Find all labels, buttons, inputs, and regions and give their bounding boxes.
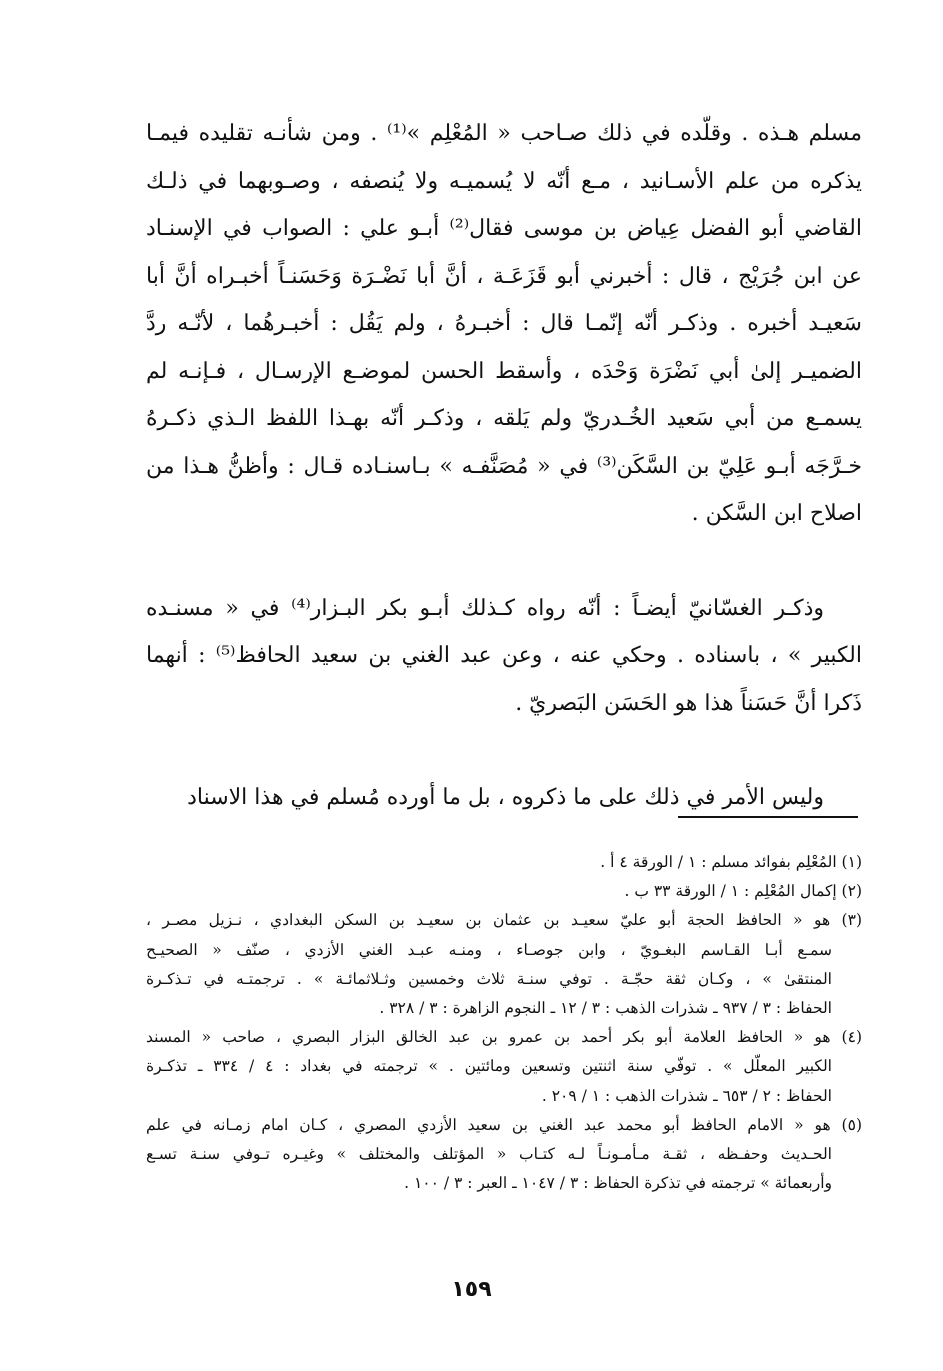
- paragraph-gap: [146, 538, 862, 585]
- footnote-line: (٢) إكمال المُعْلِم : ١ / الورقة ٣٣ ب .: [624, 882, 862, 901]
- paragraph-1: [146, 110, 862, 538]
- text-line: يسمـع من أبي سَعيد الخُـدريّ ولم يَلقه ، وذكـر أنّه بهـذا اللفظ الـذي ذكـرهُ: [146, 406, 862, 431]
- footnote-line: وأربعمائة » ترجمته في تذكرة الحفاظ : ٣ / ١٠٤٧ ـ العبر : ٣ / ١٠٠ .: [404, 1174, 832, 1193]
- footnote-5: [146, 1111, 862, 1199]
- footnote-1: [146, 848, 862, 877]
- paragraph-3: [146, 774, 862, 822]
- footnote-3: [146, 906, 862, 1023]
- footnote-line: الحفاظ : ٢ / ٦٥٣ ـ شذرات الذهب : ١ / ٢٠٩ .: [541, 1086, 832, 1105]
- text-line: وليس الأمر في ذلك على ما ذكروه ، بل ما أورده مُسلم في هذا الاسناد: [187, 785, 824, 810]
- footnote-divider: [678, 816, 858, 818]
- text-line: مسلم هـذه . وقلّده في ذلك صـاحب « المُعْلِم »⁽¹⁾ . ومن شأنـه تقليده فيمـا: [146, 121, 862, 146]
- text-line: خـرَّجَه أبـو عَلِيّ بن السَّكَن⁽³⁾ في « مُصَنَّفـه » بـاسنـاده قـال : وأظنُّ هـذا من: [146, 453, 862, 479]
- footnote-line: الكبير المعلّل » . توفّي سنة اثنتين وتسعين ومائتين . » ترجمته في بغداد : ٤ / ٣٣٤ ـ تذكـرة: [146, 1057, 832, 1076]
- page-number: ١٥٩: [451, 1277, 492, 1302]
- footnote-line: (٤) هو « الحافظ العلامة أبو بكر أحمد بن عمرو بن عبد الخالق البزار البصري ، صاحب « المسند: [146, 1028, 862, 1047]
- footnote-2: [146, 877, 862, 906]
- text-line: سَعيـد أخبره . وذكـر أنّه إنّمـا قال : أخبـرهُ ، ولم يَقُل : أخبـرهُما ، لأنّـه ردَّ: [146, 311, 862, 336]
- footnote-4: [146, 1023, 862, 1111]
- footnote-line: الحـديث وحفـظه ، ثقـة مـأمـونـاً لـه كتـاب « المؤتلف والمختلف » وغيـره تـوفي سنـة تسـع: [146, 1144, 832, 1163]
- footnote-line: (٥) هو « الامام الحافظ أبو محمد عبد الغني بن سعيد الأزدي المصري ، كـان امام زمـانه في علم: [146, 1115, 862, 1134]
- text-line: اصلاح ابن السَّكن .: [691, 501, 862, 526]
- text-line: يذكره من علم الأسـانيد ، مـع أنّه لا يُسميـه ولا يُنصفه ، وصـوبهما في ذلـك: [146, 168, 862, 194]
- footnote-line: الحفاظ : ٣ / ٩٣٧ ـ شذرات الذهب : ٣ / ١٢ ـ النجوم الزاهرة : ٣ / ٣٢٨ .: [379, 998, 832, 1017]
- footnote-line: (٣) هو « الحافظ الحجة أبو عليّ سعيـد بن عثمان بن سعيـد بن السكن البغدادي ، نـزيل مصـر ،: [146, 911, 862, 930]
- text-line: القاضي أبو الفضل عِياض بن موسى فقال⁽²⁾ أبـو علي : الصواب في الإسنـاد: [146, 216, 862, 241]
- footnotes: [146, 848, 862, 1198]
- text-line: ذَكرا أنَّ حَسَناً هذا هو الحَسَن البَصريّ .: [515, 690, 862, 716]
- footnote-line: سمـع أبـا القـاسم البغـويّ ، وابن جوصـاء ، ومنـه عبـد الغني الأزدي ، صنّف « الصحيـح: [146, 940, 832, 959]
- paragraph-gap: [146, 727, 862, 774]
- main-text: [146, 110, 862, 822]
- paragraph-2: [146, 585, 862, 728]
- footnote-line: (١) المُعْلِم بفوائد مسلم : ١ / الورقة ٤ أ .: [600, 853, 862, 871]
- text-line: وذكـر الغسّانيّ أيضـاً : أنّه رواه كـذلك أبـو بكر البـزار⁽⁴⁾ في « مسنـده: [146, 595, 824, 621]
- footnote-line: المنتقىٰ » ، وكـان ثقة حجّـة . توفي سنـة ثلاث وخمسين وثـلاثمائـة » . ترجمتـه في تـذكـرة: [146, 969, 832, 988]
- text-line: عن ابن جُرَيْج ، قال : أخبرني أبو قَزَعَـة ، أنَّ أبا نَضْـرَة وَحَسَنـاً أخبـراه أنَّ أبا: [146, 263, 862, 289]
- text-line: الضميـر إلىٰ أبي نَضْرَة وَحْدَه ، وأسقط الحسن لموضـع الإرسـال ، فـإنـه لم: [146, 358, 862, 384]
- text-line: الكبير » ، باسناده . وحكي عنه ، وعن عبد الغني بن سعيد الحافظ⁽⁵⁾ : أنهما: [146, 643, 862, 668]
